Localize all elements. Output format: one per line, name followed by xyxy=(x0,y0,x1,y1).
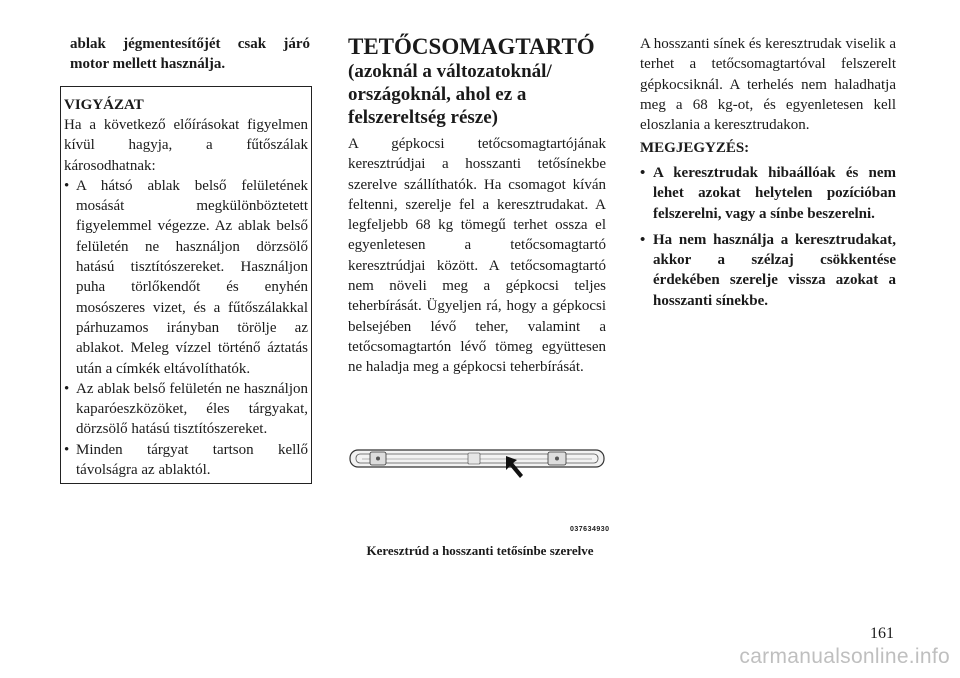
note-item: • A keresztrudak hibaállóak és nem lehet azokat helytelen pozícióban felszerelni, vagy a sínbe beszerelni. xyxy=(640,163,896,224)
page-number: 161 xyxy=(870,625,894,642)
crossbar-illustration xyxy=(348,444,606,536)
warning-title: VIGYÁZAT xyxy=(64,97,144,113)
note-item: • Ha nem használja a keresztrudakat, akkor a szélzaj csökkentése érdekében szerelje vissza azokat a hosszanti sínekbe. xyxy=(640,230,896,311)
right-body: A hosszanti sínek és keresztrudak viselik a terhet a tetőcsomagtartóval felszerelt gépkocsiknál. A terhelés nem haladhatja meg a 68 kg-ot, és egyenletesen kell eloszlania a keresztrudakon. xyxy=(640,36,896,134)
figure-code: 037634930 xyxy=(570,526,610,533)
warning-list xyxy=(64,176,308,480)
warning-lead: Ha a következő előírásokat figyelmen kívül hagyja, a fűtőszálak károsodhatnak: xyxy=(64,117,308,174)
note-title: MEGJEGYZÉS: xyxy=(640,140,750,156)
section-subtitle: (azoknál a változatoknál/ országoknál, ahol ez a felszereltség része) xyxy=(348,61,552,128)
warning-item: • Az ablak belső felületén ne használjon kaparóeszközöket, éles tárgyakat, dörzsölő hatású tisztítószereket. xyxy=(64,379,308,440)
warning-box xyxy=(60,86,312,484)
section-body: A gépkocsi tetőcsomagtartójának keresztrúdjai a hosszanti tetősínekbe szerelve szállíthatók. Ha csomagot kíván feltenni, szerelje fel a keresztrudakat. A legfeljebb 68 kg tömegű terhet ossza el egyenletesen a tetőcsomagtartó keresztrúdjai között. A tetőcsomagtartó nem növeli meg a gépkocsi teljes teherbírását. Ügyeljen rá, hogy a gépkocsi belsejében lévő teher, valamint a tetőcsomagtartón lévő tömeg együttesen ne haladja meg a gépkocsi teherbírását. xyxy=(348,136,606,376)
warning-item: • Minden tárgyat tartson kellő távolságra az ablaktól. xyxy=(64,440,308,481)
intro-text: ablak jégmentesítőjét csak járó motor mellett használja. xyxy=(70,36,310,73)
section-title: TETŐCSOMAGTARTÓ xyxy=(348,34,595,59)
note-list xyxy=(640,163,896,317)
warning-item: • A hátsó ablak belső felületének mosását megkülönböztetett figyelemmel végezze. Az ablak belső felületén ne használjon dörzsölő hatású tisztítószereket. Használjon puha törlőkendőt és enyhén mosószeres vizet, és a fűtőszálakkal párhuzamos irányban törölje az ablakot. Meleg vízzel történő áztatás után a címkék eltávolíthatók. xyxy=(64,176,308,379)
figure-caption: Keresztrúd a hosszanti tetősínbe szerelve xyxy=(366,543,594,558)
watermark: carmanualsonline.info xyxy=(739,645,950,668)
